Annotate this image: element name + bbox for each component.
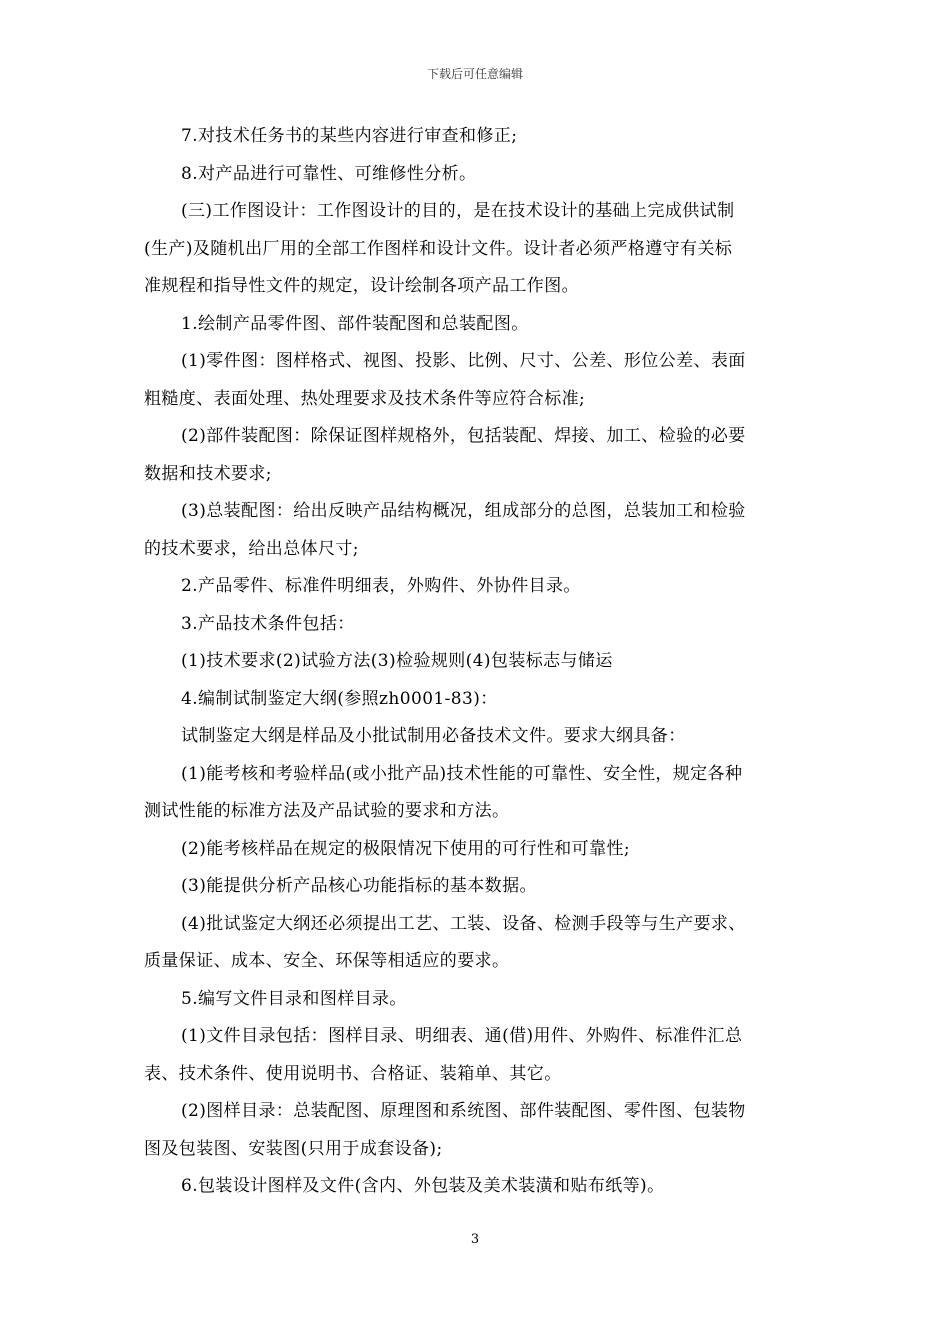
text-line: (2)图样目录：总装配图、原理图和系统图、部件装配图、零件图、包装物 [181, 1101, 746, 1121]
text-line: 2.产品零件、标准件明细表，外购件、外协件目录。 [181, 576, 581, 596]
text-line: 7.对技术任务书的某些内容进行审查和修正; [181, 126, 518, 146]
text-line: (1)能考核和考验样品(或小批产品)技术性能的可靠性、安全性，规定各种 [181, 763, 743, 784]
text-line: (三)工作图设计：工作图设计的目的，是在技术设计的基础上完成供试制 [181, 201, 735, 221]
text-line: 质量保证、成本、安全、环保等相适应的要求。 [144, 951, 510, 971]
text-line: (2)能考核样品在规定的极限情况下使用的可行性和可靠性; [181, 838, 631, 859]
text-line: 准规程和指导性文件的规定，设计绘制各项产品工作图。 [144, 276, 579, 296]
text-line: (3)能提供分析产品核心功能指标的基本数据。 [181, 876, 537, 896]
text-line: 8.对产品进行可靠性、可维修性分析。 [181, 163, 477, 184]
text-line: 测试性能的标准方法及产品试验的要求和方法。 [144, 801, 510, 821]
text-line: 的技术要求，给出总体尺寸; [144, 538, 359, 559]
text-line: (2)部件装配图：除保证图样规格外，包括装配、焊接、加工、检验的必要 [181, 426, 746, 446]
text-line: (1)技术要求(2)试验方法(3)检验规则(4)包装标志与储运 [181, 651, 613, 671]
text-line: (4)批试鉴定大纲还必须提出工艺、工装、设备、检测手段等与生产要求、 [181, 913, 746, 934]
text-line: 4.编制试制鉴定大纲(参照zh0001-83)： [181, 688, 498, 709]
text-line: (1)文件目录包括：图样目录、明细表、通(借)用件、外购件、标准件汇总 [181, 1026, 743, 1046]
text-line: 5.编写文件目录和图样目录。 [181, 988, 407, 1009]
text-line: 粗糙度、表面处理、热处理要求及技术条件等应符合标准; [144, 388, 586, 409]
text-line: 1.绘制产品零件图、部件装配图和总装配图。 [181, 313, 529, 334]
page-number: 3 [470, 1232, 480, 1247]
text-line: 表、技术条件、使用说明书、合格证、装箱单、其它。 [144, 1063, 562, 1084]
page-header: 下载后可任意编辑 [426, 67, 523, 81]
text-line: 数据和技术要求; [144, 463, 272, 484]
text-line: 6.包装设计图样及文件(含内、外包装及美术装潢和贴布纸等)。 [181, 1176, 665, 1196]
text-line: 3.产品技术条件包括： [181, 613, 355, 634]
text-line: (生产)及随机出厂用的全部工作图样和设计文件。设计者必须严格遵守有关标 [144, 238, 733, 259]
text-line: (3)总装配图：给出反映产品结构概况，组成部分的总图，总装加工和检验 [181, 501, 746, 521]
text-line: (1)零件图：图样格式、视图、投影、比例、尺寸、公差、形位公差、表面 [181, 351, 746, 371]
text-line: 试制鉴定大纲是样品及小批试制用必备技术文件。要求大纲具备： [181, 726, 686, 746]
text-line: 图及包装图、安装图(只用于成套设备); [144, 1138, 443, 1159]
document-body [144, 118, 809, 1206]
